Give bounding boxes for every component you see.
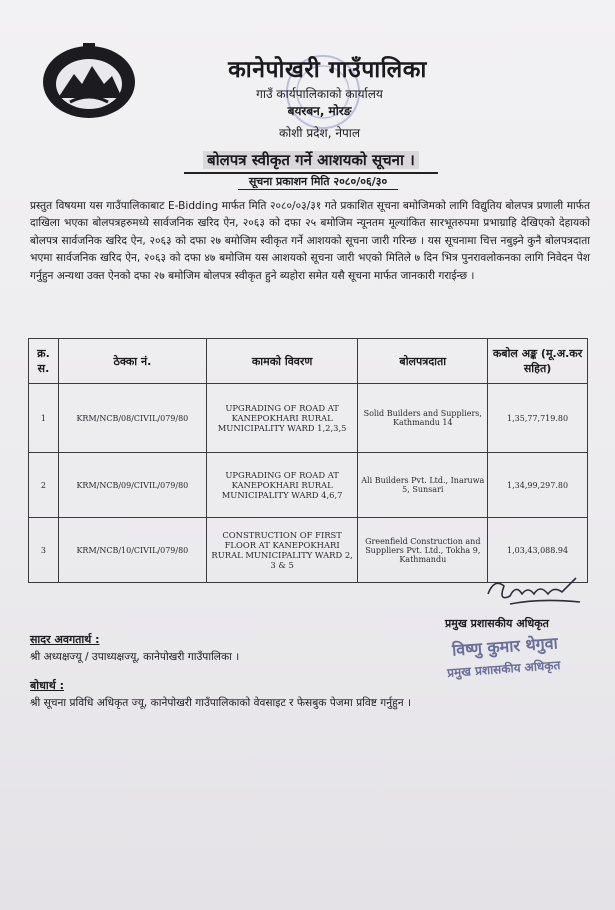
col-header-bidder: बोलपत्रदाता <box>358 339 488 384</box>
cell-work: UPGRADING OF ROAD AT KANEPOKHARI RURAL MUNICIPALITY WARD 1,2,3,5 <box>206 384 358 453</box>
col-header-amount: कबोल अङ्क (मू.अ.कर सहित) <box>488 339 588 384</box>
cell-sn: 2 <box>29 453 59 518</box>
notice-body: प्रस्तुत विषयमा यस गाउँपालिकाबाट E-Bidding मार्फत मिति २०८०/०३/३१ गते प्रकाशित सूचना बमोजिमको लागि विद्युतिय बोलपत्र प्रणाली मार्फत दाखिला भएका बोलपत्रहरुमध्ये सार्वजनिक खरिद ऐन, २०६३ को दफा २५ बमोजिम न्यूनतम मूल्यांकित सारभूतरुपमा प्रभाग्राहि देखिएको देहायको बोलपत्र सार्वजनिक खरिद ऐन, २०६३ को दफा २७ बमोजिम स्वीकृत गर्ने आशयको सूचना जारी गरिन्छ । यस सूचनामा चित्त नबुझ्ने कुनै बोलपत्रदाता भएमा सार्वजनिक खरिद ऐन, २०६३ को दफा ४७ बमोजिम यस आशयको सूचना जारी भएको मितिले ७ दिन भित्र पुनरावलोकनका लागि निवेदन पेश गर्नुहुन अन्यथा उक्त ऐनको दफा २७ बमोजिम बोलपत्र स्वीकृत हुने ब्यहोरा समेत यसै सूचना मार्फत जानकारी गराईन्छ । <box>30 200 590 282</box>
action-heading: बोधार्थ : <box>30 679 65 692</box>
action-line: श्री सूचना प्रविधि अधिकृत ज्यू, कानेपोखरी गाउँपालिकाको वेवसाइट र फेसबुक पेजमा प्रविष्ट गर्नुहुन । <box>30 697 412 709</box>
cell-work: CONSTRUCTION OF FIRST FLOOR AT KANEPOKHARI RURAL MUNICIPALITY WARD 2, 3 & 5 <box>206 518 358 583</box>
cc-heading: सादर अवगतार्थ : <box>30 633 100 646</box>
cell-contract: KRM/NCB/10/CIVIL/079/80 <box>58 518 206 583</box>
office-subtitle: गाउँ कार्यपालिकाको कार्यालय <box>256 87 383 101</box>
signatory-title: प्रमुख प्रशासकीय अधिकृत <box>445 617 549 630</box>
bid-table <box>28 338 588 583</box>
cell-amount: 1,34,99,297.80 <box>488 453 588 518</box>
table-row <box>29 453 588 518</box>
col-header-work: कामको विवरण <box>206 339 358 384</box>
cell-sn: 3 <box>29 518 59 583</box>
cell-amount: 1,35,77,719.80 <box>488 384 588 453</box>
office-address-line1: बयरबन, मोरङ <box>287 104 352 118</box>
table-header-row <box>29 339 588 384</box>
cell-bidder: Ali Builders Pvt. Ltd., Inaruwa 5, Sunsari <box>358 453 488 518</box>
col-header-sn: क्र. स. <box>29 339 59 384</box>
office-address-line2: कोशी प्रदेश, नेपाल <box>278 126 361 140</box>
cell-contract: KRM/NCB/08/CIVIL/079/80 <box>58 384 206 453</box>
cell-sn: 1 <box>29 384 59 453</box>
cc-line: श्री अध्यक्षज्यू / उपाध्यक्षज्यू, कानेपोखरी गाउँपालिका । <box>30 651 240 663</box>
office-name: कानेपोखरी गाउँपालिका <box>228 57 427 83</box>
seal-title: प्रमुख प्रशासकीय अधिकृत <box>446 658 561 680</box>
cell-work: UPGRADING OF ROAD AT KANEPOKHARI RURAL MUNICIPALITY WARD 4,6,7 <box>206 453 358 518</box>
cell-contract: KRM/NCB/09/CIVIL/079/80 <box>58 453 206 518</box>
table-row <box>29 384 588 453</box>
cell-amount: 1,03,43,088.94 <box>488 518 588 583</box>
publication-date: सूचना प्रकाशन मिति २०८०/०६/३० <box>238 174 398 190</box>
handwritten-signature <box>480 572 590 612</box>
seal-name: विष्णु कुमार थेगुवा <box>451 633 559 660</box>
cell-bidder: Solid Builders and Suppliers, Kathmandu 14 <box>358 384 488 453</box>
col-header-contract: ठेक्का नं. <box>58 339 206 384</box>
cell-bidder: Greenfield Construction and Suppliers Pvt. Ltd., Tokha 9, Kathmandu <box>358 518 488 583</box>
notice-title: बोलपत्र स्वीकृत गर्ने आशयको सूचना । <box>184 150 438 174</box>
